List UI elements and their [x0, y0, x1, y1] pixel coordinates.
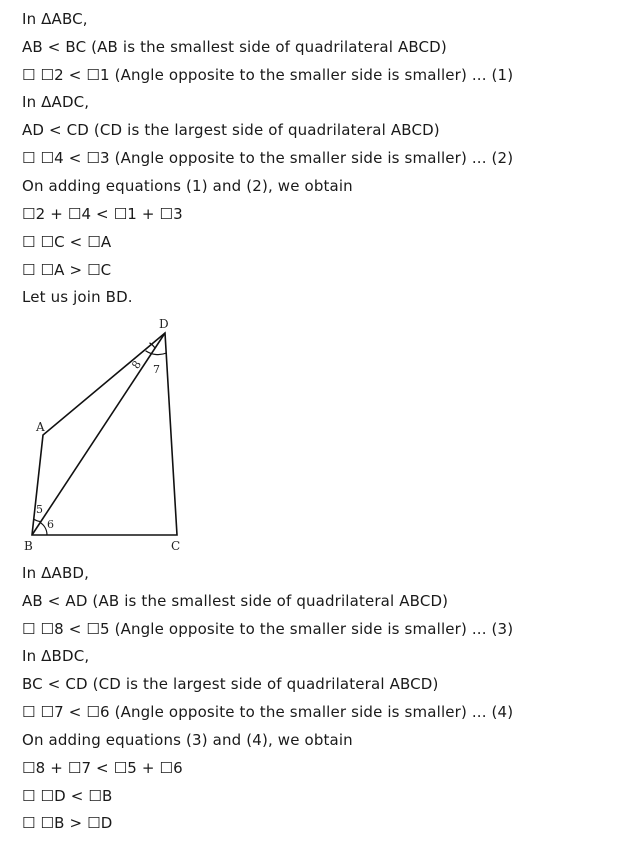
text-line: ☐8 + ☐7 < ☐5 + ☐6	[22, 759, 183, 777]
angle-arc-7	[146, 351, 167, 355]
text-line: In ΔADC,	[22, 93, 90, 111]
angle-label-5: 5	[36, 503, 43, 516]
diagonal-bd	[32, 333, 165, 535]
text-line: ☐ ☐2 < ☐1 (Angle opposite to the smaller side is smaller) ... (1)	[22, 66, 514, 84]
angle-arc-6	[40, 523, 47, 536]
vertex-label-b: B	[24, 539, 33, 553]
vertex-label-d: D	[159, 317, 169, 331]
text-line: AB < AD (AB is the smallest side of quadrilateral ABCD)	[22, 592, 449, 610]
text-line: ☐ ☐C < ☐A	[22, 233, 112, 251]
text-line: ☐ ☐D < ☐B	[22, 787, 113, 805]
angle-arc-5	[34, 519, 41, 522]
text-line: ☐ ☐A > ☐C	[22, 261, 112, 279]
text-line: In ΔBDC,	[22, 647, 90, 665]
angle-label-6: 6	[47, 518, 54, 531]
text-line: In ΔABC,	[22, 10, 88, 28]
angle-label-7: 7	[153, 363, 160, 376]
text-line: ☐ ☐7 < ☐6 (Angle opposite to the smaller side is smaller) ... (4)	[22, 703, 514, 721]
vertex-label-c: C	[171, 539, 181, 553]
text-line: ☐ ☐B > ☐D	[22, 814, 113, 832]
text-line: Let us join BD.	[22, 288, 133, 306]
text-line: On adding equations (1) and (2), we obtain	[22, 177, 353, 195]
quadrilateral-figure	[20, 314, 200, 556]
text-line: AB < BC (AB is the smallest side of quadrilateral ABCD)	[22, 38, 447, 56]
text-line: BC < CD (CD is the largest side of quadrilateral ABCD)	[22, 675, 439, 693]
text-line: In ΔABD,	[22, 564, 90, 582]
text-line: ☐ ☐8 < ☐5 (Angle opposite to the smaller side is smaller) ... (3)	[22, 620, 514, 638]
text-line: AD < CD (CD is the largest side of quadrilateral ABCD)	[22, 121, 440, 139]
angle-label-8: 8	[129, 358, 145, 372]
text-line: On adding equations (3) and (4), we obtain	[22, 731, 353, 749]
vertex-label-a: A	[36, 420, 45, 434]
text-line: ☐ ☐4 < ☐3 (Angle opposite to the smaller side is smaller) ... (2)	[22, 149, 514, 167]
text-line: ☐2 + ☐4 < ☐1 + ☐3	[22, 205, 183, 223]
